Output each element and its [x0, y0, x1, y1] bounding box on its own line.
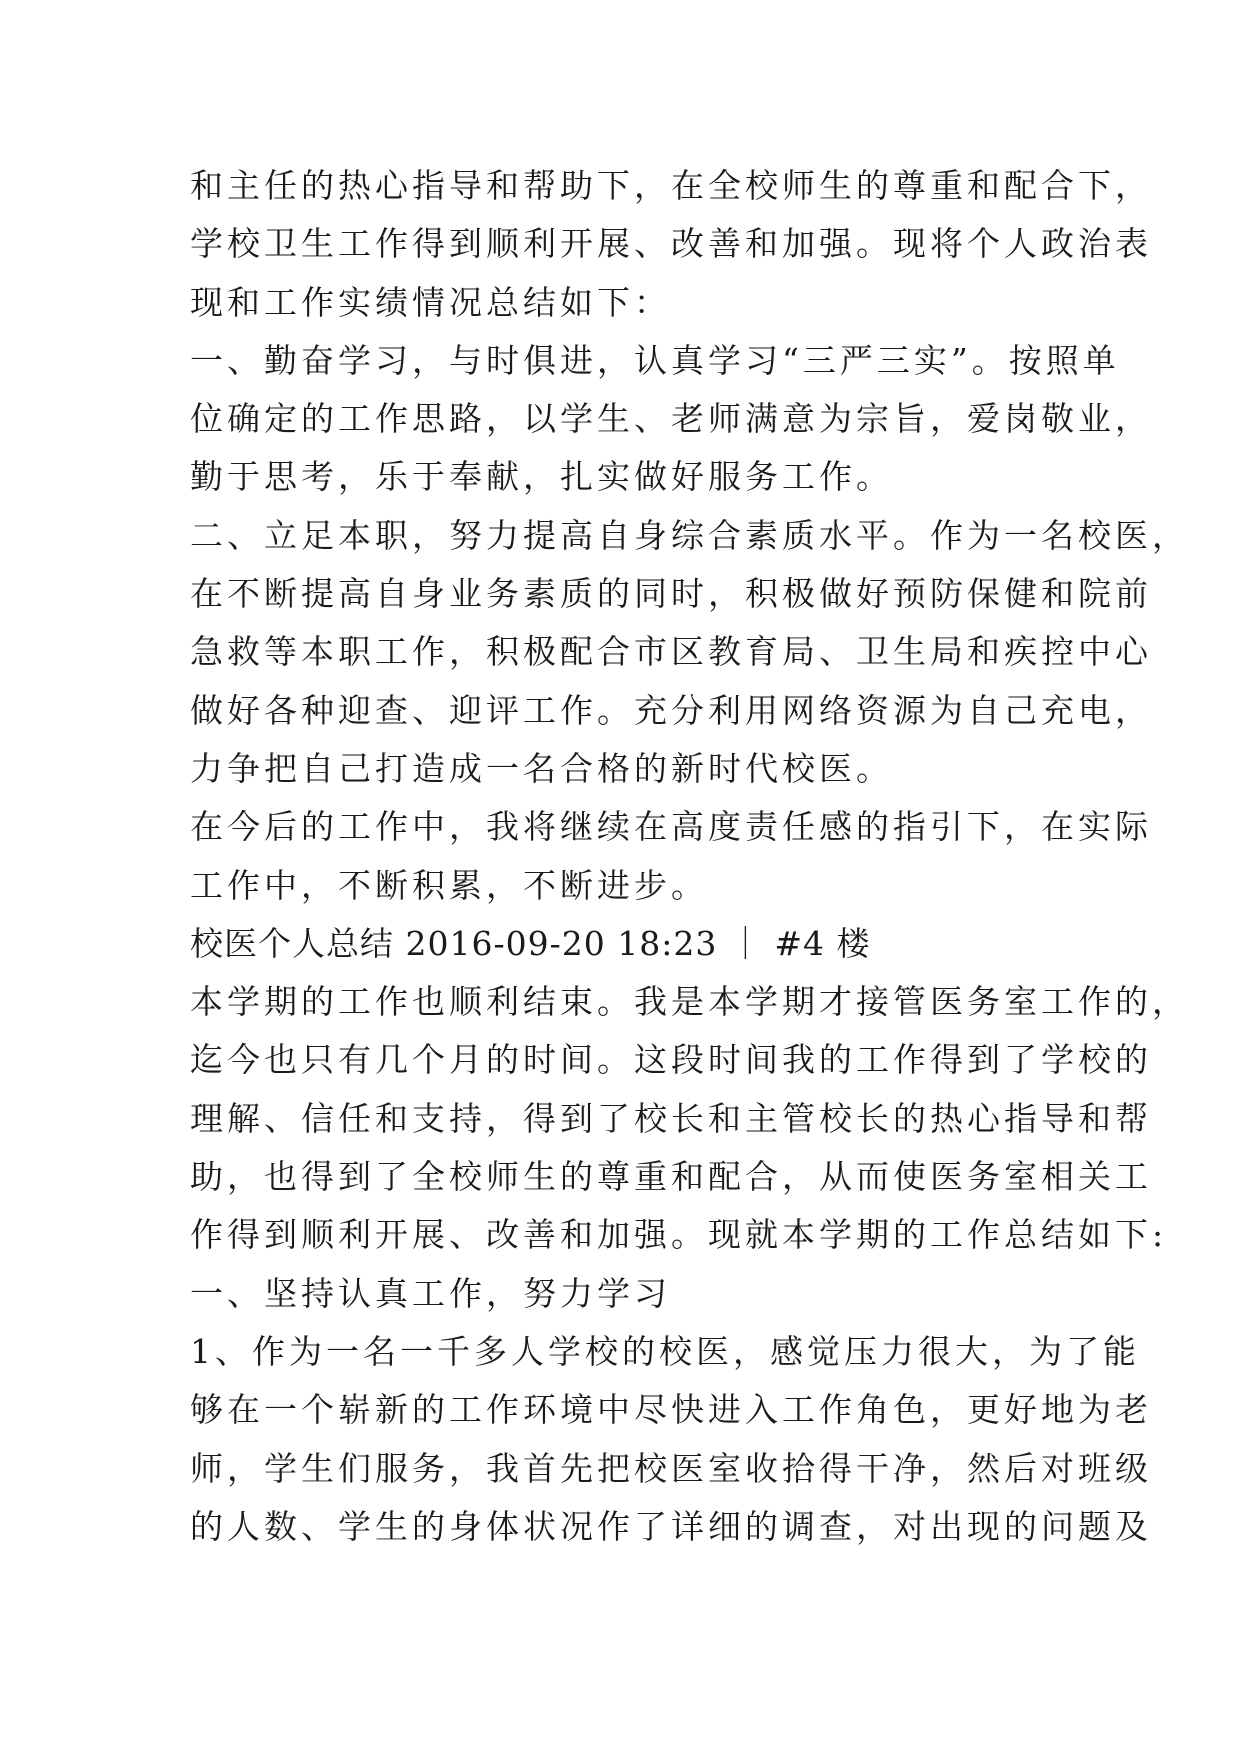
document-body: [190, 157, 1189, 1556]
paragraph-line: 够在一个崭新的工作环境中尽快进入工作角色，更好地为老: [190, 1390, 1152, 1430]
paragraph-line: 在今后的工作中，我将继续在高度责任感的指引下，在实际: [190, 807, 1152, 847]
paragraph-line: 1、作为一名一千多人学校的校医，感觉压力很大，为了能: [190, 1331, 1140, 1371]
paragraph-line: 的人数、学生的身体状况作了详细的调查，对出现的问题及: [190, 1506, 1152, 1546]
paragraph-line: 力争把自己打造成一名合格的新时代校医。: [190, 748, 893, 788]
post-header: 校医个人总结 2016-09-20 18:23 ｜ #4 楼: [190, 923, 871, 963]
paragraph-line: 本学期的工作也顺利结束。我是本学期才接管医务室工作的，: [190, 982, 1189, 1022]
paragraph-line: 二、立足本职，努力提高自身综合素质水平。作为一名校医，: [190, 515, 1189, 555]
paragraph-line: 理解、信任和支持，得到了校长和主管校长的热心指导和帮: [190, 1098, 1152, 1138]
paragraph-line: 急救等本职工作，积极配合市区教育局、卫生局和疾控中心: [190, 632, 1152, 672]
paragraph-line: 做好各种迎查、迎评工作。充分利用网络资源为自己充电，: [190, 690, 1152, 730]
paragraph-line: 迄今也只有几个月的时间。这段时间我的工作得到了学校的: [190, 1040, 1152, 1080]
paragraph-line: 学校卫生工作得到顺利开展、改善和加强。现将个人政治表: [190, 224, 1152, 264]
paragraph-line: 一、勤奋学习，与时俱进，认真学习“三严三实”。按照单: [190, 340, 1120, 380]
paragraph-line: 位确定的工作思路，以学生、老师满意为宗旨，爱岗敬业，: [190, 399, 1152, 439]
section-heading: 一、坚持认真工作，努力学习: [190, 1273, 671, 1313]
paragraph-line: 和主任的热心指导和帮助下，在全校师生的尊重和配合下，: [190, 166, 1152, 205]
paragraph-line: 师，学生们服务，我首先把校医室收拾得干净，然后对班级: [190, 1448, 1152, 1488]
paragraph-line: 作得到顺利开展、改善和加强。现就本学期的工作总结如下:: [190, 1215, 1168, 1255]
paragraph-line: 现和工作实绩情况总结如下：: [190, 282, 671, 322]
paragraph-line: 工作中，不断积累，不断进步。: [190, 865, 708, 905]
paragraph-line: 在不断提高自身业务素质的同时，积极做好预防保健和院前: [190, 574, 1152, 614]
paragraph-line: 助，也得到了全校师生的尊重和配合，从而使医务室相关工: [190, 1157, 1152, 1197]
paragraph-line: 勤于思考，乐于奉献，扎实做好服务工作。: [190, 457, 893, 497]
